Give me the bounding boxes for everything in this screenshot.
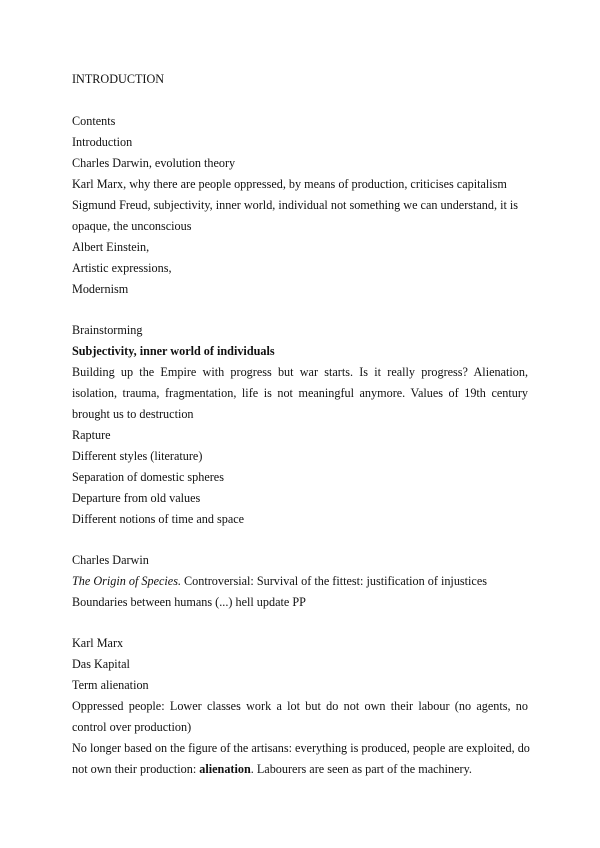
brainstorming-title: Brainstorming [72,323,143,337]
contents-item: Introduction [72,135,133,149]
brainstorming-subtitle: Subjectivity, inner world of individuals [72,344,275,358]
paragraph-line: isolation, trauma, fragmentation, life is not meaningful anymore. Values of 19th century [72,386,528,400]
brainstorming-item: Departure from old values [72,491,201,505]
brainstorming-item: Rapture [72,428,111,442]
page-heading: INTRODUCTION [72,72,165,86]
artisans-text: . Labourers are seen as part of the machinery. [250,762,472,776]
brainstorming-item: Different styles (literature) [72,449,203,463]
alienation-term: alienation [199,762,251,776]
darwin-line [72,573,487,589]
paragraph-line: Building up the Empire with progress but war starts. Is it really progress? Alienation, [72,365,528,379]
darwin-line-text: Controversial: Survival of the fittest: justification of injustices [181,574,487,588]
contents-item: Charles Darwin, evolution theory [72,156,236,170]
paragraph-line [72,761,472,777]
contents-item: Karl Marx, why there are people oppressed, by means of production, criticises capitalism [72,177,507,191]
contents-title: Contents [72,114,116,128]
contents-item: Albert Einstein, [72,240,150,254]
marx-title: Karl Marx [72,636,124,650]
artisans-text: not own their production: [72,762,200,776]
brainstorming-item: Different notions of time and space [72,512,245,526]
paragraph-line: Oppressed people: Lower classes work a lot but do not own their labour (no agents, no [72,699,528,713]
paragraph-line: control over production) [72,720,192,734]
marx-term: Term alienation [72,678,149,692]
contents-item: opaque, the unconscious [72,219,192,233]
contents-item: Artistic expressions, [72,261,172,275]
brainstorming-item: Separation of domestic spheres [72,470,224,484]
darwin-title: Charles Darwin [72,553,149,567]
darwin-book-title: The Origin of Species. [72,574,181,588]
paragraph-line: brought us to destruction [72,407,194,421]
marx-book: Das Kapital [72,657,130,671]
darwin-line: Boundaries between humans (...) hell update PP [72,595,306,609]
paragraph-line: No longer based on the figure of the artisans: everything is produced, people are exploited, do [72,741,530,755]
contents-item: Sigmund Freud, subjectivity, inner world, individual not something we can understand, it is [72,198,519,212]
contents-item: Modernism [72,282,129,296]
